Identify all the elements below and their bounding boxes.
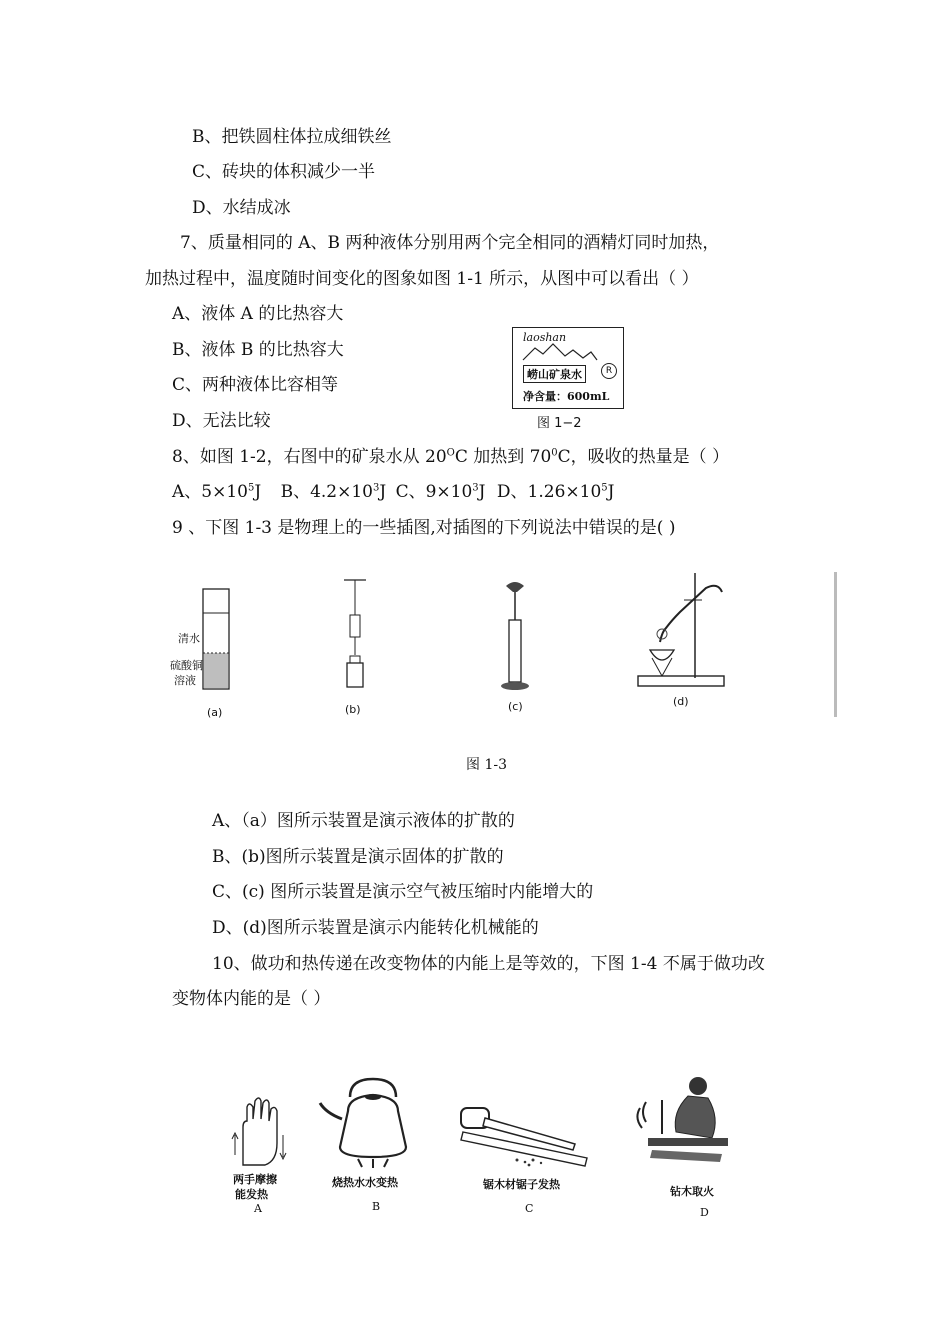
scan-edge: [834, 572, 837, 717]
q8-option-c: C、9×10: [395, 482, 473, 502]
fig13-c-tag: (c): [508, 700, 523, 713]
q9-option-d: D、(d)图所示装置是演示内能转化机械能的: [212, 918, 539, 938]
q7-option-c: C、两种液体比容相等: [172, 375, 339, 395]
fig14-b: [318, 1075, 428, 1215]
q8-option-d-unit: J: [607, 482, 615, 502]
q7-stem-line2: 加热过程中，温度随时间变化的图象如图 1-1 所示，从图中可以看出（ ）: [145, 269, 699, 289]
hanging-weights-icon: [330, 575, 380, 695]
q6-option-b: B、把铁圆柱体拉成细铁丝: [192, 127, 392, 147]
compression-tube-icon: [490, 578, 540, 698]
volume-text: 净含量：600mL: [523, 390, 610, 403]
q8-sup1: O: [446, 447, 455, 459]
q9-option-b: B、(b)图所示装置是演示固体的扩散的: [212, 847, 504, 867]
q8-option-d: D、1.26×10: [496, 482, 602, 502]
q10-stem-line1: 10、做功和热传递在改变物体的内能上是等效的，下图 1-4 不属于做功改: [212, 954, 765, 974]
fig14-d-caption: 钻木取火: [670, 1185, 714, 1198]
q6-option-c: C、砖块的体积减少一半: [192, 162, 376, 182]
q8-option-d-exp: 5: [601, 482, 608, 494]
q9-option-a: A、（a）图所示装置是演示液体的扩散的: [212, 811, 515, 831]
fig14-b-letter: B: [372, 1200, 381, 1213]
q8-stem-c: C，吸收的热量是（ ）: [557, 447, 730, 467]
fire-drill-icon: [632, 1072, 742, 1172]
fig13-a: [160, 585, 250, 720]
fig14-c: [455, 1100, 595, 1222]
q7-option-a: A、液体 A 的比热容大: [172, 304, 344, 324]
steam-apparatus-icon: [632, 570, 742, 695]
clear-water-label: 清水: [178, 632, 200, 645]
solution-label: 溶液: [174, 674, 196, 687]
fig14-a-caption1: 两手摩擦: [233, 1173, 277, 1186]
q9-stem: 9 、下图 1-3 是物理上的一些插图,对插图的下列说法中错误的是( ): [172, 518, 676, 538]
q8-options: [172, 481, 614, 503]
copper-sulfate-label: 硫酸铜: [170, 659, 203, 672]
fig14-d: [632, 1072, 742, 1222]
fig13-caption: 图 1-3: [466, 757, 507, 773]
q9-option-c: C、(c) 图所示装置是演示空气被压缩时内能增大的: [212, 882, 594, 902]
fig12-caption: 图 1−2: [537, 416, 582, 431]
q8-sup2: 0: [551, 447, 558, 459]
fig13-c: [490, 578, 540, 718]
fig14-c-caption: 锯木材锯子发热: [483, 1178, 560, 1191]
q8-option-b-exp: 3: [372, 482, 380, 494]
fig13-d: [632, 570, 742, 718]
q10-stem-line2: 变物体内能的是（ ）: [172, 989, 331, 1009]
q6-option-d: D、水结成冰: [192, 198, 291, 218]
fig14-a-caption2: 能发热: [235, 1188, 268, 1201]
q8-option-a-exp: 5: [247, 482, 255, 494]
q8-option-a: A、5×10: [172, 482, 248, 502]
mineral-water-label: [512, 327, 624, 409]
fig14-a: [225, 1095, 295, 1220]
q8-option-c-exp: 3: [472, 482, 479, 494]
fig14-a-letter: A: [254, 1202, 262, 1215]
fig14-c-letter: C: [525, 1202, 534, 1215]
saw-icon: [455, 1100, 595, 1170]
q8-option-b-unit: J: [379, 482, 387, 502]
registered-mark: R: [601, 363, 617, 379]
rubbing-hands-icon: [225, 1095, 295, 1170]
fig14-d-letter: D: [700, 1206, 709, 1219]
fig13-b: [330, 575, 380, 720]
fig13-b-tag: (b): [345, 703, 361, 716]
q8-option-b: B、4.2×10: [280, 482, 373, 502]
q7-stem-line1: 7、质量相同的 A、B 两种液体分别用两个完全相同的酒精灯同时加热，: [180, 233, 720, 253]
q7-option-d: D、无法比较: [172, 411, 271, 431]
fig13-a-tag: (a): [207, 706, 223, 719]
q8-option-a-unit: J: [254, 482, 262, 502]
kettle-icon: [318, 1075, 428, 1170]
mountain-icon: [521, 342, 599, 362]
q7-option-b: B、液体 B 的比热容大: [172, 340, 344, 360]
brand-text: laoshan: [523, 331, 567, 344]
q8-option-c-unit: J: [478, 482, 486, 502]
fig13-d-tag: (d): [673, 695, 689, 708]
q8-stem: [172, 446, 729, 468]
product-name: 崂山矿泉水: [523, 365, 586, 383]
fig14-b-caption: 烧热水水变热: [332, 1176, 398, 1189]
q8-stem-a: 8、如图 1-2，右图中的矿泉水从 20: [172, 447, 447, 467]
q8-stem-b: C 加热到 70: [454, 447, 552, 467]
